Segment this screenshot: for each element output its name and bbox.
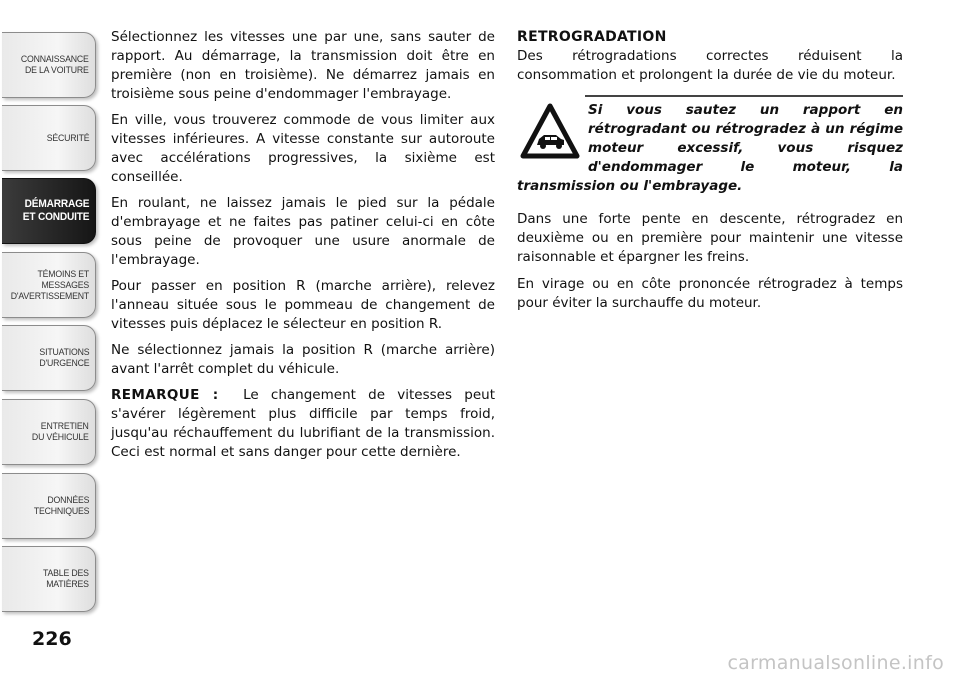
paragraph: En virage ou en côte prononcée rétrogradez à temps pour éviter la surchauffe du moteur. (517, 276, 903, 311)
tab-label: DÉMARRAGE ET CONDUITE (22, 198, 89, 223)
warning-divider (585, 95, 903, 97)
remark-label: REMARQUE : (111, 387, 219, 403)
tab-label: DONNÉES TECHNIQUES (33, 495, 89, 517)
right-column (517, 28, 903, 321)
paragraph: Pour passer en position R (marche arrière), relevez l'anneau située sous le pommeau de changement de vitesses puis déplacez le sélecteur en position R. (111, 278, 495, 332)
paragraph: En roulant, ne laissez jamais le pied sur la pédale d'embrayage et ne faites pas patiner celui-ci en côte sous peine de provoquer une usure anormale de l'embrayage. (111, 195, 495, 268)
tab-entretien-du-vehicule[interactable] (2, 399, 96, 465)
paragraph: En ville, vous trouverez commode de vous limiter aux vitesses inférieures. A vitesse constante sur autoroute avec accélérations progressives, la sixième est conseillée. (111, 112, 495, 185)
warning-box (517, 95, 903, 196)
paragraph: Ne sélectionnez jamais la position R (marche arrière) avant l'arrêt complet du véhicule. (111, 342, 495, 377)
tab-label: ENTRETIEN DU VÉHICULE (32, 421, 89, 443)
remark-paragraph (111, 386, 495, 462)
tab-label: SITUATIONS D'URGENCE (38, 347, 89, 369)
paragraph: Dans une forte pente en descente, rétrogradez en deuxième ou en première pour maintenir une vitesse raisonnable et épargner les freins. (517, 211, 903, 265)
tab-label: TABLE DES MATIÈRES (43, 568, 89, 590)
tab-table-des-matieres[interactable] (2, 546, 96, 612)
tab-label: CONNAISSANCE DE LA VOITURE (21, 54, 89, 76)
tab-demarrage-et-conduite[interactable] (2, 178, 96, 244)
tab-situations-d-urgence[interactable] (2, 325, 96, 391)
tab-securite[interactable] (2, 105, 96, 171)
tab-donnees-techniques[interactable] (2, 473, 96, 539)
paragraph: Sélectionnez les vitesses une par une, sans sauter de rapport. Au démarrage, la transmission doit être en première (non en troisième). Ne démarrez jamais en troisième sous peine d'endommager l'embrayage. (111, 29, 495, 102)
tab-label: TÉMOINS ET MESSAGES D'AVERTISSEMENT (10, 268, 89, 302)
watermark: carmanualsonline.info (727, 652, 944, 674)
tab-connaissance-de-la-voiture[interactable] (2, 32, 96, 98)
left-column (111, 28, 495, 469)
warning-text: Si vous sautez un rapport en rétrogradant ou rétrogradez à un régime moteur excessif, vous risquez d'endommager le moteur, la transmission ou l'embrayage. (517, 102, 903, 194)
warning-triangle-car-icon (520, 103, 580, 159)
remark-text: Le changement de vitesses peut s'avérer légèrement plus difficile par temps froid, jusqu'au réchauffement du lubrifiant de la transmission. Ceci est normal et sans danger pour cette dernière. (111, 387, 495, 460)
tab-label: SÉCURITÉ (46, 132, 89, 144)
tab-temoins-et-messages[interactable] (2, 252, 96, 318)
section-heading: RETROGRADATION (517, 29, 667, 45)
page-number: 226 (32, 628, 72, 650)
intro-paragraph: Des rétrogradations correctes réduisent la consommation et prolongent la durée de vie du moteur. (517, 48, 903, 83)
